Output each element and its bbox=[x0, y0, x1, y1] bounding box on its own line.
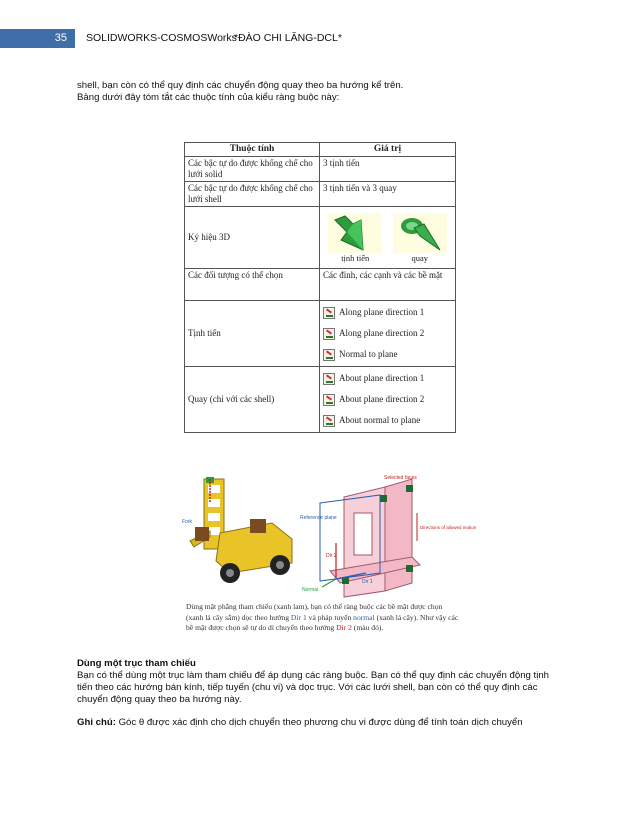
section-heading: Dùng một trục tham chiếu bbox=[77, 658, 196, 669]
translation-symbol bbox=[328, 213, 382, 264]
intro-line-1: shell, bạn còn có thể quy định các chuyển động quay theo ba hướng kể trên. bbox=[77, 80, 404, 91]
dir2-label: Dir 2 bbox=[326, 553, 337, 559]
col-value-header: Giá trị bbox=[320, 143, 456, 157]
option-about-plane-dir-1[interactable]: About plane direction 1 bbox=[323, 368, 452, 389]
figure-caption: Dùng mặt phẳng tham chiếu (xanh lam), bạn có thể ràng buộc các bề mặt được chọn (xanh lá cây sẫm) dọc theo hướng Dir 1 và pháp tuyến normal (xanh lá cây). Như vậy các bề mặt được chọn sẽ tự do di chuyển theo hướng Dir 2 (màu đỏ). bbox=[186, 602, 459, 632]
section-body: Bạn có thể dùng một trục làm tham chiếu để áp dụng các ràng buộc. Bạn có thể quy định các chuyển động tịnh tiến theo các hướng bán kính, tiếp tuyến (chu vi) và dọc trục. Với các lưới shell, bạn còn có thể quy định các chuyển động quay theo ba hướng này. bbox=[77, 670, 550, 705]
along-direction-2-icon bbox=[323, 328, 335, 340]
symbol-label: Ký hiệu 3D bbox=[185, 207, 320, 269]
header-title: SOLIDWORKS-COSMOSWorks bbox=[86, 32, 237, 44]
properties-table bbox=[184, 142, 456, 433]
page-number: 35 bbox=[0, 29, 75, 48]
symbol-cell bbox=[320, 207, 456, 269]
col-property-header: Thuộc tính bbox=[185, 143, 320, 157]
option-along-plane-dir-1[interactable]: Along plane direction 1 bbox=[323, 302, 452, 323]
constraint-figure bbox=[180, 473, 477, 599]
note-label: Ghi chú: bbox=[77, 717, 116, 728]
option-normal-to-plane[interactable]: Normal to plane bbox=[323, 344, 452, 365]
entities-label: Các đối tượng có thể chọn bbox=[185, 269, 320, 301]
translation-arrow-icon bbox=[331, 214, 379, 252]
option-along-plane-dir-2[interactable]: Along plane direction 2 bbox=[323, 323, 452, 344]
reference-plane-label: Reference plane bbox=[300, 515, 337, 521]
solid-dof-value: 3 tịnh tiến bbox=[320, 157, 456, 182]
note-paragraph bbox=[77, 717, 567, 729]
fork-label: Fork bbox=[182, 519, 192, 525]
rotation-label: Quay (chỉ với các shell) bbox=[185, 367, 320, 433]
intro-line-2: Bảng dưới đây tóm tắt các thuộc tính của kiểu ràng buộc này: bbox=[77, 92, 340, 103]
forklift-image bbox=[190, 477, 292, 583]
entities-value: Các đỉnh, các cạnh và các bề mặt bbox=[320, 269, 456, 301]
translation-options bbox=[320, 301, 456, 367]
rotation-arrow-icon bbox=[396, 214, 444, 252]
about-direction-1-icon bbox=[323, 373, 335, 385]
about-normal-icon bbox=[323, 415, 335, 427]
note-text: Góc θ được xác định cho dịch chuyển theo phương chu vi được dùng để tính toán dịch chuyển bbox=[115, 717, 523, 728]
normal-to-plane-icon bbox=[323, 349, 335, 361]
option-about-normal[interactable]: About normal to plane bbox=[323, 410, 452, 431]
rotation-symbol-label: quay bbox=[411, 253, 429, 263]
dir1-label: Dir 1 bbox=[362, 579, 373, 585]
shell-dof-value: 3 tịnh tiến và 3 quay bbox=[320, 182, 456, 207]
translation-symbol-label: tịnh tiến bbox=[341, 253, 370, 263]
solid-dof-label: Các bậc tự do được khống chế cho lưới solid bbox=[185, 157, 320, 182]
selected-faces-label: Selected faces bbox=[384, 475, 417, 481]
rotation-options bbox=[320, 367, 456, 433]
rotation-symbol bbox=[393, 213, 447, 264]
header-author: *ĐÀO CHI LĂNG-DCL* bbox=[234, 32, 342, 44]
option-about-plane-dir-2[interactable]: About plane direction 2 bbox=[323, 389, 452, 410]
translation-label: Tịnh tiến bbox=[185, 301, 320, 367]
normal-label: Normal bbox=[302, 587, 319, 593]
directions-label: Directions of allowed motion bbox=[420, 525, 477, 530]
shell-dof-label: Các bậc tự do được khống chế cho lưới shell bbox=[185, 182, 320, 207]
about-direction-2-icon bbox=[323, 394, 335, 406]
along-direction-1-icon bbox=[323, 307, 335, 319]
